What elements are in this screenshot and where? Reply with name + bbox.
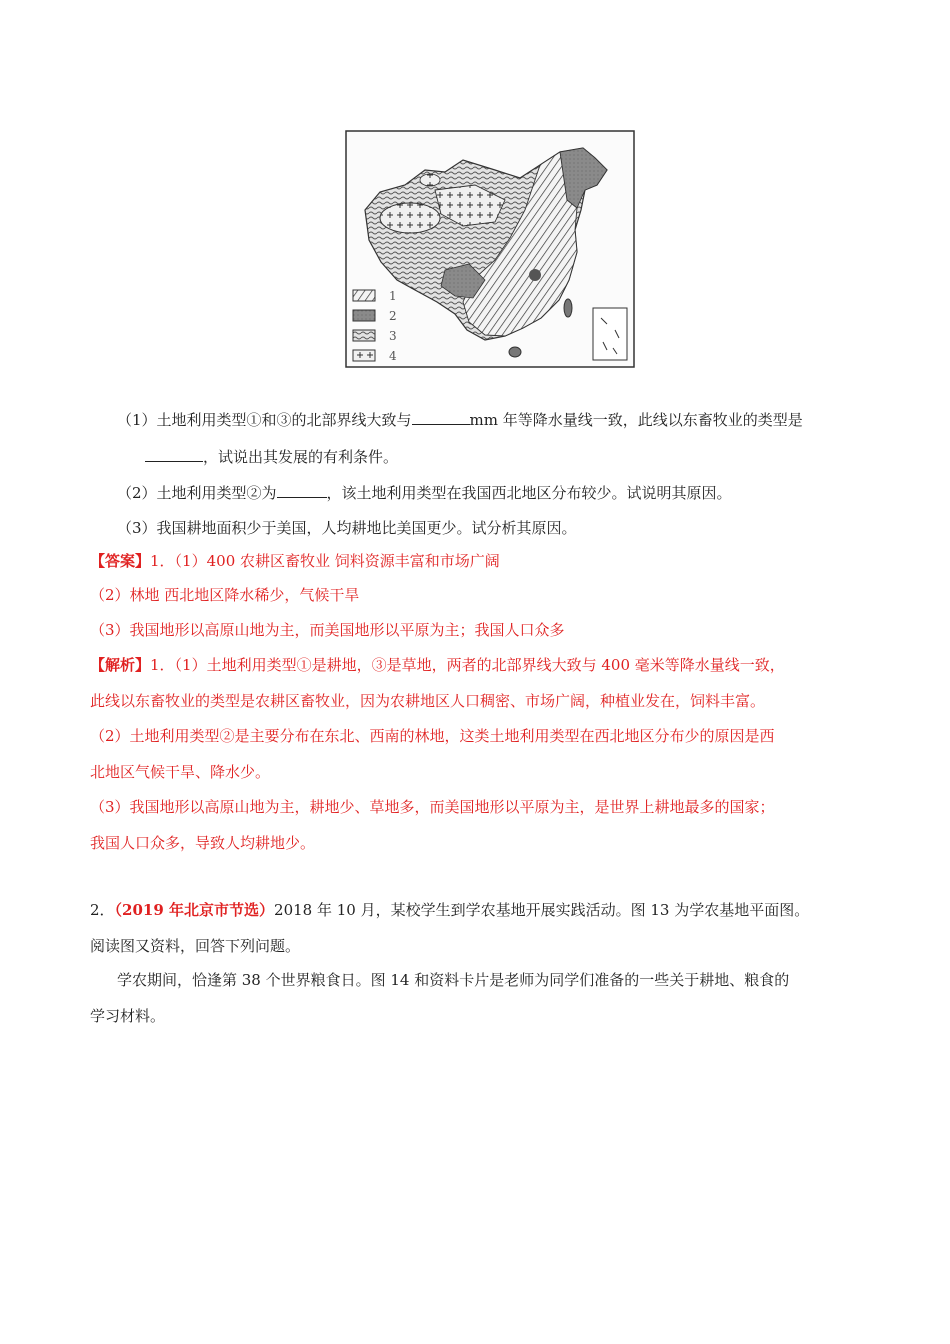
answer-line3: （3）我国地形以高原山地为主，而美国地形以平原为主；我国人口众多 [90, 621, 565, 639]
legend-label-1: 1 [389, 289, 397, 303]
q1-part1-line2: ，试说出其发展的有利条件。 [145, 447, 398, 467]
region-plus-west [380, 203, 440, 233]
answer-line2: （2）林地 西北地区降水稀少，气候干旱 [90, 586, 360, 604]
taiwan-island [564, 299, 572, 317]
analysis-line4: 北地区气候干旱、降水少。 [90, 763, 271, 781]
q1-part2: （2）土地利用类型②为 ，该土地利用类型在我国西北地区分布较少。试说明其原因。 [117, 484, 732, 502]
blank-1[interactable] [412, 410, 470, 425]
analysis-line2: 此线以东畜牧业的类型是农耕区畜牧业，因为农耕地区人口稠密、市场广阔，种植业发在，饲料丰富。 [90, 692, 766, 710]
q2-source: （2019 年北京市节选） [114, 901, 275, 919]
legend-label-3: 3 [389, 329, 397, 343]
china-land-use-map [345, 130, 635, 368]
analysis-line1: 【解析】1．（1）土地利用类型①是耕地，③是草地，两者的北部界线大致与 400 毫米等降水量线一致， [90, 656, 785, 674]
blank-3[interactable] [277, 483, 327, 498]
legend-label-2: 2 [389, 309, 397, 323]
blank-2[interactable] [145, 447, 203, 462]
answer-line1: 【答案】1．（1）400 农耕区畜牧业 饲料资源丰富和市场广阔 [90, 552, 500, 570]
hainan-island [509, 347, 521, 357]
q1-part3: （3）我国耕地面积少于美国，人均耕地比美国更少。试分析其原因。 [117, 519, 577, 537]
q2-line1: 2．（2019 年北京市节选）2018 年 10 月，某校学生到学农基地开展实践活动。图 13 为学农基地平面图。 [90, 901, 810, 919]
q1-part1-line1: （1）土地利用类型①和③的北部界线大致与 mm 年等降水量线一致，此线以东畜牧业的类型是 [117, 411, 803, 429]
q2-line4: 学习材料。 [90, 1007, 166, 1025]
analysis-line6: 我国人口众多，导致人均耕地少。 [90, 834, 316, 852]
analysis-line5: （3）我国地形以高原山地为主，耕地少、草地多，而美国地形以平原为主，是世界上耕地最多的国家； [90, 798, 775, 816]
south-china-sea-inset [593, 308, 627, 360]
q2-line3: 学农期间，恰逢第 38 个世界粮食日。图 14 和资料卡片是老师为同学们准备的一些关于耕地、粮食的 [117, 971, 790, 989]
legend-label-4: 4 [389, 349, 397, 363]
q2-line2: 阅读图又资料，回答下列问题。 [90, 937, 301, 955]
analysis-line3: （2）土地利用类型②是主要分布在东北、西南的林地，这类土地利用类型在西北地区分布少的原因是西 [90, 727, 775, 745]
